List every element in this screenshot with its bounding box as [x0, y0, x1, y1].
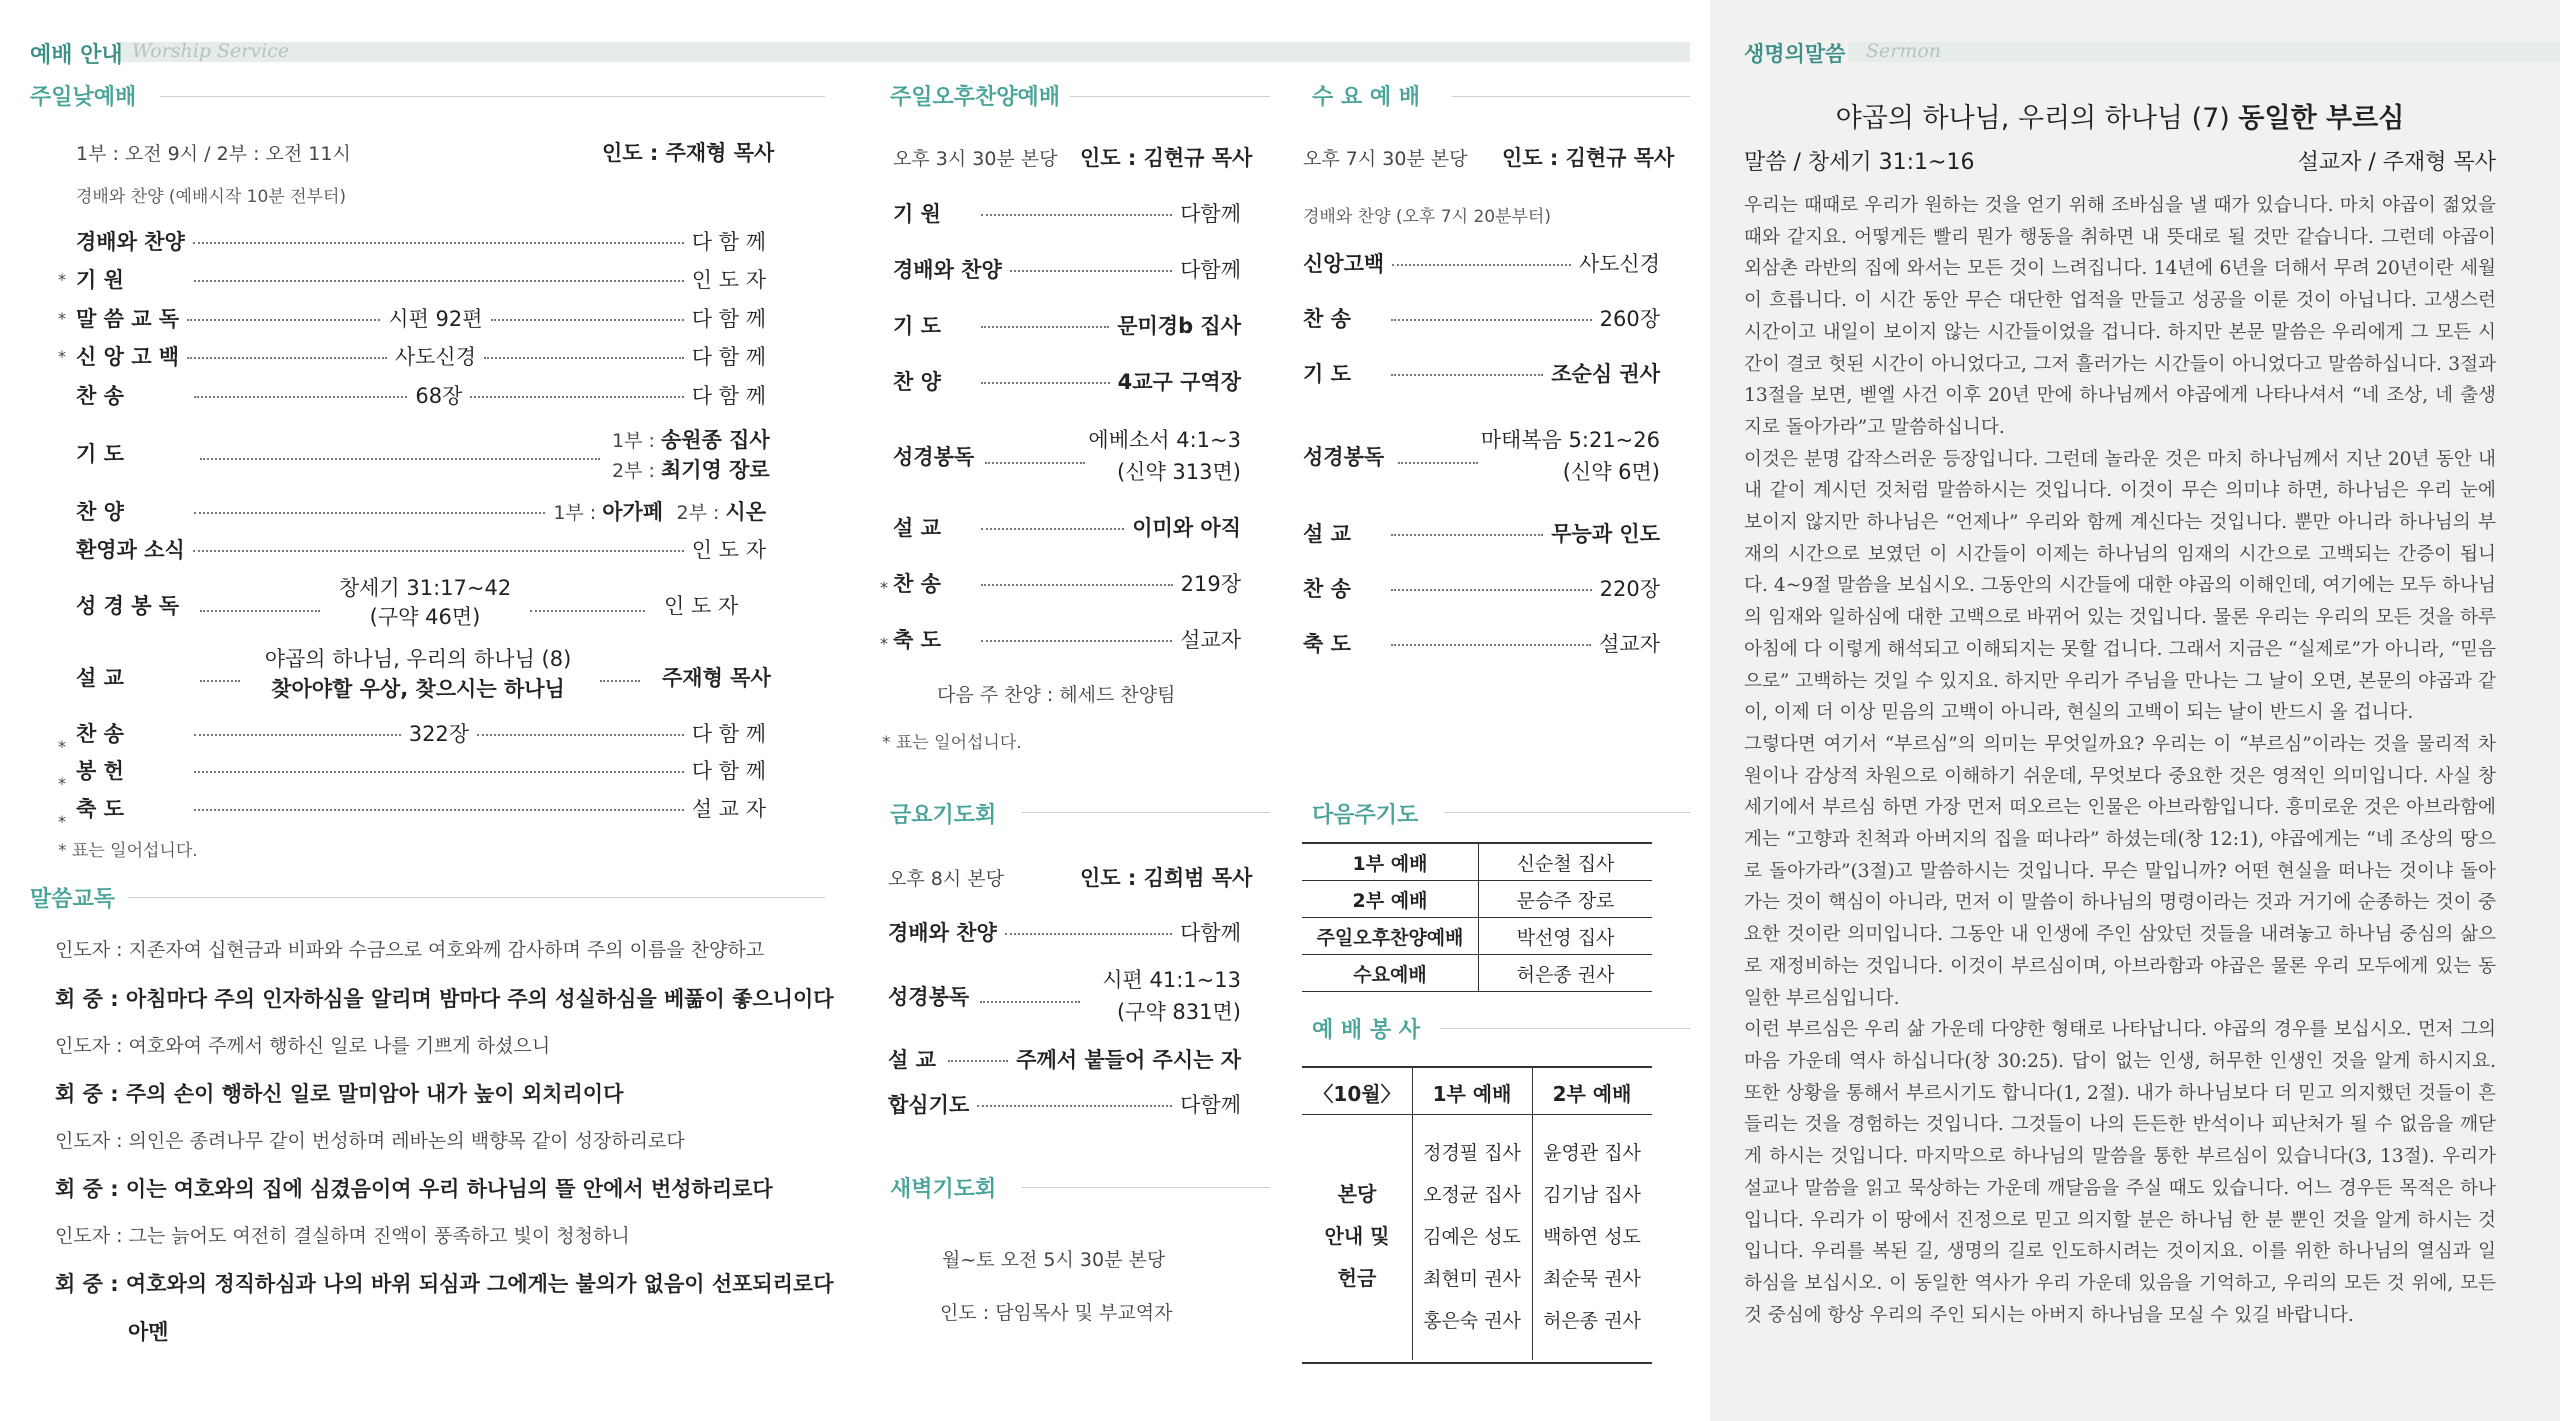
star-mark: *	[58, 309, 66, 328]
order-label: 찬 양	[76, 500, 124, 524]
table-row: 주일오후찬양예배 박선영 집사	[1302, 918, 1652, 955]
friday-leader: 인도 : 김희범 목사	[1080, 866, 1253, 890]
duty-person: 최순묵 권사	[1543, 1268, 1641, 1290]
order-row: 합심기도 다함께	[888, 1093, 1241, 1117]
responsive-line: 회 중 : 아침마다 주의 인자하심을 알리며 밤마다 주의 성실하심을 베풂이 좋으니이다	[55, 987, 834, 1011]
order-value: 시편 41:1~13	[1102, 968, 1241, 992]
divider	[1440, 1028, 1690, 1029]
order-row: 찬 송 220장	[1303, 577, 1660, 601]
sermon-header-title: 생명의말씀	[1744, 42, 1846, 66]
sermon-title-line1: 야곱의 하나님, 우리의 하나님 (8)	[264, 647, 572, 671]
divider	[160, 96, 825, 97]
duty-person: 김예은 성도	[1423, 1226, 1521, 1248]
divider	[1070, 96, 1270, 97]
star-note: * 표는 일어섭니다.	[882, 733, 1022, 753]
dots	[530, 610, 645, 612]
star-mark: *	[58, 774, 66, 793]
order-value: 다 함 께	[691, 384, 767, 408]
order-value: 다 함 께	[691, 345, 767, 369]
sermon-paragraph: 이런 부르심은 우리 삶 가운데 다양한 형태로 나타납니다. 야곱의 경우를 보십시오. 먼저 그의 마음 가운데 역사 하십니다(창 30:25). 답이 없는 인생, 허무한 인생인 것을 알게 하시지요. 또한 상황을 통해서 부르시기도 합니다(1, 2절). 내가 하나님보다 더 믿고 의지했던 것들이 흔들리는 것을 경험하는 것입니다. 그것들이 나의 든든한 반석이나 피난처가 될 수 없음을 깨닫게 하시는 것입니다. 마지막으로 하나님의 말씀을 통한 부르심이 있습니다(3, 13절). 우리가 설교나 말씀을 읽고 묵상하는 가운데 깨달음을 주실 때도 있습니다. 어느 경우든 목적은 하나입니다. 우리가 이 땅에서 진정으로 믿고 의지할 분은 하나님 한 분 뿐인 것을 알게 하시는 것입니다. 우리를 복된 길, 생명의 길로 인도하시려는 것이지요. 이를 위한 하나님의 열심과 일하심을 보십시오. 이 동일한 역사가 우리 가운데 있음을 기억하고, 우리의 모든 것 위에, 모든 것 중심에 항상 우리의 주인 되시는 아버지 하나님을 모실 수 있길 바랍니다.	[1744, 1019, 2496, 1326]
responsive-line: 인도자 : 여호와여 주께서 행하신 일로 나를 기쁘게 하셨으니	[55, 1035, 551, 1057]
divider	[1022, 1187, 1270, 1188]
order-label: 성경봉독	[893, 445, 975, 469]
sermon-title: 야곱의 하나님, 우리의 하나님 (7) 동일한 부르심	[1835, 103, 2405, 134]
order-label: 찬 송	[76, 722, 124, 746]
star-mark: *	[58, 737, 66, 756]
prayer-second-service: 2부 : 최기영 장로	[612, 458, 770, 482]
order-row: 기 도 문미경b 집사	[893, 314, 1241, 338]
duty-person: 정경필 집사	[1423, 1142, 1521, 1164]
responsive-line: 인도자 : 의인은 종려나무 같이 번성하며 레바논의 백향목 같이 성장하리로다	[55, 1130, 685, 1152]
sermon-paragraph: 우리는 때때로 우리가 원하는 것을 얻기 위해 조바심을 낼 때가 있습니다. 마치 야곱이 젊었을 때와 같지요. 어떻게든 빨리 뭔가 행동을 취하면 내 뜻대로 될 것만 같습니다. 그런데 야곱이 외삼촌 라반의 집에 와서는 모든 것이 느려집니다. 14년에 6년을 더해서 무려 20년이란 세월이 흐릅니다. 이 시간 동안 무슨 대단한 업적을 만들고 성공을 이룬 것이 아닙니다. 고생스런 시간이고 내일이 보이지 않는 시간들이었을 겁니다. 하지만 본문 말씀은 우리에게 그 모든 시간이 결코 헛된 시간이 아니었다고, 그저 흘러가는 시간들이 아니었다고 말씀하십니다. 3절과 13절을 보면, 벧엘 사건 이후 20년 만에 하나님께서 야곱에게 나타나셔서 “네 조상, 네 출생지로 돌아가라”고 말씀하십니다.	[1744, 195, 2496, 438]
order-value: 다 함 께	[691, 307, 766, 331]
order-row	[76, 380, 766, 410]
sunday-leader: 인도 : 주재형 목사	[602, 141, 775, 165]
order-label: 말 씀 교 독	[76, 307, 180, 331]
order-row	[76, 534, 766, 564]
dawn-section-title: 새벽기도회	[890, 1177, 997, 1202]
order-value: (신약 6면)	[1562, 460, 1660, 484]
next-prayer-table	[1302, 842, 1652, 992]
sunday-section-title: 주일낮예배	[30, 85, 137, 110]
order-label: 성 경 봉 독	[76, 594, 180, 618]
order-value: 다 함 께	[691, 759, 766, 783]
order-row: 경배와 찬양 다함께	[888, 921, 1241, 945]
order-label: 환영과 소식	[76, 538, 185, 562]
order-middle: 68장	[415, 384, 463, 408]
order-value: 다 함 께	[691, 722, 766, 746]
sunday-times: 1부 : 오전 9시 / 2부 : 오전 11시	[76, 143, 351, 165]
afternoon-time: 오후 3시 30분 본당	[893, 148, 1058, 170]
order-value: 인 도 자	[691, 538, 766, 562]
sermon-header-subtitle: Sermon	[1866, 40, 1942, 62]
order-middle: 322장	[408, 722, 470, 746]
star-note: * 표는 일어섭니다.	[58, 841, 198, 861]
order-row: 경배와 찬양 다함께	[893, 258, 1241, 282]
dawn-leader: 인도 : 담임목사 및 부교역자	[940, 1302, 1173, 1324]
order-row	[76, 264, 766, 294]
order-row: 축 도 설교자	[1303, 632, 1660, 656]
order-label: 신 앙 고 백	[76, 345, 180, 369]
order-middle: 사도신경	[394, 345, 477, 369]
star-mark: *	[58, 347, 66, 366]
order-value: 설 교 자	[691, 797, 766, 821]
divider	[1452, 96, 1690, 97]
order-value: 다 함 께	[691, 230, 766, 254]
order-middle: (구약 46면)	[369, 605, 481, 629]
order-row: 축 도 설교자	[893, 628, 1241, 652]
order-label: 성경봉독	[888, 985, 970, 1009]
duty-person: 오정균 집사	[1423, 1184, 1521, 1206]
order-row	[76, 303, 766, 333]
sermon-body	[1744, 190, 2496, 1331]
sermon-paragraph: 그렇다면 여기서 “부르심”의 의미는 무엇일까요? 우리는 이 “부르심”이라는 것을 물리적 차원이나 감상적 차원으로 이해하기 쉬운데, 무엇보다 중요한 것은 영적인 의미입니다. 사실 창세기에서 부르심 하면 가장 먼저 떠오르는 인물은 아브라함입니다. 흥미로운 것은 아브라함에게는 “고향과 친척과 아버지의 집을 떠나라” 하셨는데(창 12:1), 야곱에게는 “네 조상의 땅으로 돌아가라”(3절)고 말씀하시는 것입니다. 무슨 말입니까? 어떤 현실을 떠나는 것이냐 돌아가는 것이 핵심이 아니라, 먼저 이 말씀이 하나님의 명령이라는 것과 거기에 순종하는 것이 중요한 것이란 의미입니다. 그동안 내 인생에 주인 삼았던 것들을 내려놓고 하나님 중심의 삶으로 재정비하는 것입니다. 이것이 부르심이며, 아브라함과 야곱은 물론 우리 모두에게 있는 동일한 부르심입니다.	[1744, 733, 2496, 1009]
order-row: 설 교 이미와 아직	[893, 516, 1241, 540]
star-mark: *	[880, 578, 888, 597]
order-middle: 창세기 31:17~42	[338, 576, 512, 600]
duty-role: 본당	[1337, 1182, 1377, 1206]
dawn-schedule: 월~토 오전 5시 30분 본당	[942, 1249, 1166, 1271]
order-value: 마태복음 5:21~26	[1480, 428, 1660, 452]
duty-role: 안내 및	[1324, 1224, 1390, 1248]
duty-section-title: 예 배 봉 사	[1312, 1018, 1420, 1043]
friday-section-title: 금요기도회	[890, 803, 997, 828]
afternoon-leader: 인도 : 김현규 목사	[1080, 146, 1253, 170]
order-label: 찬 송	[76, 384, 124, 408]
duty-role: 헌금	[1337, 1266, 1377, 1290]
order-row	[76, 341, 766, 371]
table-row: 1부 예배 신순철 집사	[1302, 843, 1652, 881]
afternoon-section-title: 주일오후찬양예배	[890, 85, 1061, 110]
divider	[128, 897, 825, 898]
divider	[1022, 812, 1270, 813]
order-row: 기 원 다함께	[893, 202, 1241, 226]
order-label: 경배와 찬양	[76, 230, 185, 254]
wednesday-leader: 인도 : 김현규 목사	[1502, 146, 1675, 170]
order-middle: 시편 92편	[388, 307, 483, 331]
responsive-line: 회 중 : 이는 여호와의 집에 심겼음이여 우리 하나님의 뜰 안에서 번성하리로다	[55, 1177, 773, 1201]
amen: 아멘	[128, 1320, 169, 1344]
sermon-preacher: 설교자 / 주재형 목사	[2297, 150, 2496, 175]
wednesday-section-title: 수 요 예 배	[1312, 85, 1420, 110]
order-label: 기 도	[76, 442, 124, 466]
responsive-line: 인도자 : 그는 늙어도 여전히 결실하며 진액이 풍족하고 빛이 청청하니	[55, 1225, 630, 1247]
sermon-title-line2: 찾아야할 우상, 찾으시는 하나님	[271, 677, 565, 701]
friday-time: 오후 8시 본당	[888, 868, 1004, 890]
duty-person: 허은종 권사	[1543, 1310, 1641, 1332]
order-value: 에베소서 4:1~3	[1088, 428, 1241, 452]
duty-header-rule	[1302, 1114, 1652, 1115]
order-row: 기 도 조순심 권사	[1303, 362, 1660, 386]
responsive-line: 회 중 : 여호와의 정직하심과 나의 바위 되심과 그에게는 불의가 없음이 선포되리로다	[55, 1272, 834, 1296]
order-value: (구약 831면)	[1116, 1000, 1241, 1024]
sermon-paragraph: 이것은 분명 갑작스러운 등장입니다. 그런데 놀라운 것은 마치 하나님께서 지난 20년 동안 내내 같이 계시던 것처럼 말씀하시는 것입니다. 이것이 무슨 의미냐 하면, 하나님은 우리 눈에 보이지 않지만 하나님은 “언제나” 우리와 함께 계신다는 것입니다. 뿐만 아니라 하나님의 부재의 시간으로 보였던 이 시간들이 이제는 하나님의 임재의 시간으로 고백되는 간증이 됩니다. 4~9절 말씀을 보십시오. 그동안의 시간들에 대한 야곱의 이해인데, 여기에는 모두 하나님의 임재와 일하심에 대한 고백으로 바뀌어 있는 것입니다. 물론 우리는 우리의 모든 것을 하루아침에 다 이렇게 해석되고 이해되지는 못할 겁니다. 그래서 지금은 “실제로”가 아니라, “믿음으로” 고백하는 것일 수 있지요. 하지만 우리가 주님을 만나는 그 날이 오면, 본문의 야곱과 같이, 이제 더 이상 믿음의 고백이 아니라, 현실의 고백이 되는 날이 반드시 올 겁니다.	[1744, 448, 2496, 724]
divider	[1444, 812, 1690, 813]
order-row: 신앙고백 사도신경	[1303, 252, 1660, 276]
order-row: 찬 송 219장	[893, 572, 1241, 596]
order-row	[76, 226, 766, 256]
header-title: 예배 안내	[30, 43, 123, 68]
order-label: 설 교	[76, 666, 124, 690]
order-value: (신약 313면)	[1116, 460, 1241, 484]
order-value: 인 도 자	[664, 594, 739, 618]
order-label: 봉 헌	[76, 759, 124, 783]
dots	[600, 680, 640, 682]
prayer-first-service: 1부 : 송원종 집사	[612, 428, 770, 452]
duty-person: 김기남 집사	[1543, 1184, 1641, 1206]
order-label: 성경봉독	[1303, 445, 1385, 469]
duty-person: 윤영관 집사	[1543, 1142, 1641, 1164]
order-row: 찬 양 4교구 구역장	[893, 370, 1241, 394]
order-value: 주재형 목사	[662, 666, 771, 690]
order-value: 인 도 자	[691, 268, 766, 292]
order-label: 기 원	[76, 268, 124, 292]
sunday-note: 경배와 찬양 (예배시작 10분 전부터)	[76, 187, 346, 207]
star-mark: *	[880, 634, 888, 653]
table-row: 2부 예배 문승주 장로	[1302, 881, 1652, 918]
header-subtitle: Worship Service	[132, 40, 290, 62]
wednesday-time: 오후 7시 30분 본당	[1303, 148, 1468, 170]
responsive-line: 인도자 : 지존자여 십현금과 비파와 수금으로 여호와께 감사하며 주의 이름을 찬양하고	[55, 939, 765, 961]
duty-table	[1302, 1066, 1652, 1364]
header-bar	[120, 42, 1690, 62]
wednesday-note: 경배와 찬양 (오후 7시 20분부터)	[1303, 207, 1551, 227]
duty-col-first: 1부 예배	[1432, 1082, 1512, 1106]
order-row: 설 교 주께서 붙들어 주시는 자	[888, 1048, 1241, 1072]
order-row	[76, 755, 766, 785]
responsive-section-title: 말씀교독	[30, 887, 116, 912]
star-mark: *	[58, 812, 66, 831]
sermon-passage: 말씀 / 창세기 31:1~16	[1744, 150, 1975, 175]
order-label: 축 도	[76, 797, 124, 821]
duty-person: 백하연 성도	[1543, 1226, 1641, 1248]
star-mark: *	[58, 270, 66, 289]
order-row	[76, 718, 766, 748]
duty-person: 최현미 권사	[1423, 1268, 1521, 1290]
order-row	[76, 793, 766, 823]
dots	[200, 610, 320, 612]
duty-month: 〈10월〉	[1313, 1082, 1401, 1106]
duty-col-second: 2부 예배	[1552, 1082, 1632, 1106]
order-value: 1부 : 아가페 2부 : 시온	[553, 500, 766, 524]
order-row	[76, 496, 766, 526]
dots	[200, 680, 240, 682]
order-row: 설 교 무능과 인도	[1303, 522, 1660, 546]
next-prayer-section-title: 다음주기도	[1312, 803, 1419, 828]
responsive-line: 회 중 : 주의 손이 행하신 일로 말미암아 내가 높이 외치리이다	[55, 1082, 624, 1106]
next-praise-team: 다음 주 찬양 : 헤세드 찬양팀	[937, 684, 1176, 706]
sermon-header-bar	[1848, 42, 2560, 62]
duty-person: 홍은숙 권사	[1423, 1310, 1521, 1332]
order-row: 찬 송 260장	[1303, 307, 1660, 331]
table-row: 수요예배 허은종 권사	[1302, 955, 1652, 992]
dots	[200, 458, 600, 460]
